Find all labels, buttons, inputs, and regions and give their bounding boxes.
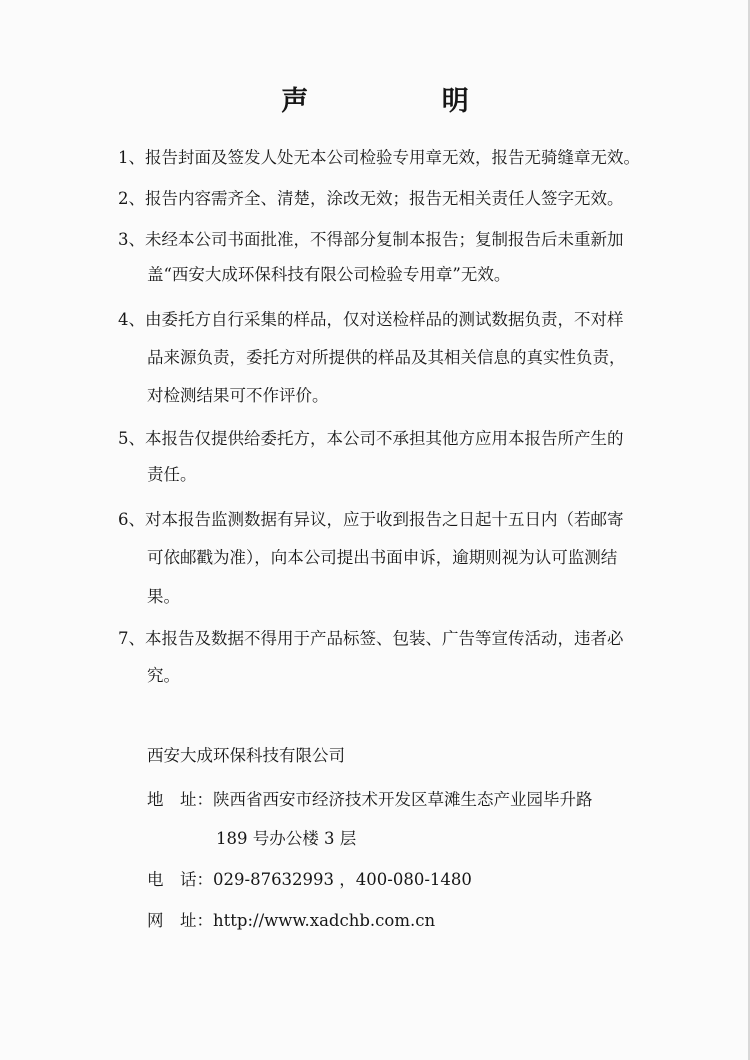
statement-item-3-line-1: 3、未经本公司书面批准，不得部分复制本报告；复制报告后未重新加 — [118, 230, 624, 249]
statement-item-5-line-2: 责任。 — [147, 465, 197, 484]
statement-item-7-line-2: 究。 — [147, 666, 180, 685]
statement-item-2-line-1: 2、报告内容需齐全、清楚，涂改无效；报告无相关责任人签字无效。 — [118, 189, 624, 208]
statement-item-1-line-1: 1、报告封面及签发人处无本公司检验专用章无效，报告无骑缝章无效。 — [118, 148, 640, 167]
statement-item-6-line-3: 果。 — [147, 587, 180, 606]
statement-item-5-line-1: 5、本报告仅提供给委托方，本公司不承担其他方应用本报告所产生的 — [118, 429, 624, 448]
statement-item-7-line-1: 7、本报告及数据不得用于产品标签、包装、广告等宣传活动，违者必 — [118, 629, 624, 648]
company-phone: 电 话：029-87632993 ，400-080-1480 — [147, 870, 472, 889]
statement-item-3-line-2: 盖“西安大成环保科技有限公司检验专用章”无效。 — [147, 265, 511, 284]
company-address-line-2: 189 号办公楼 3 层 — [216, 829, 357, 848]
statement-item-4-line-3: 对检测结果可不作评价。 — [147, 386, 329, 405]
company-website: 网 址：http://www.xadchb.com.cn — [147, 911, 436, 930]
company-name: 西安大成环保科技有限公司 — [147, 746, 345, 765]
statement-item-6-line-2: 可依邮戳为准），向本公司提出书面申诉，逾期则视为认可监测结 — [147, 548, 618, 567]
company-address-line-1: 地 址：陕西省西安市经济技术开发区草滩生态产业园毕升路 — [147, 790, 593, 809]
statement-item-4-line-2: 品来源负责，委托方对所提供的样品及其相关信息的真实性负责， — [147, 348, 626, 367]
statement-item-6-line-1: 6、对本报告监测数据有异议，应于收到报告之日起十五日内（若邮寄 — [118, 510, 624, 529]
page-title: 声 明 — [281, 86, 531, 117]
statement-item-4-line-1: 4、由委托方自行采集的样品，仅对送检样品的测试数据负责，不对样 — [118, 310, 624, 329]
